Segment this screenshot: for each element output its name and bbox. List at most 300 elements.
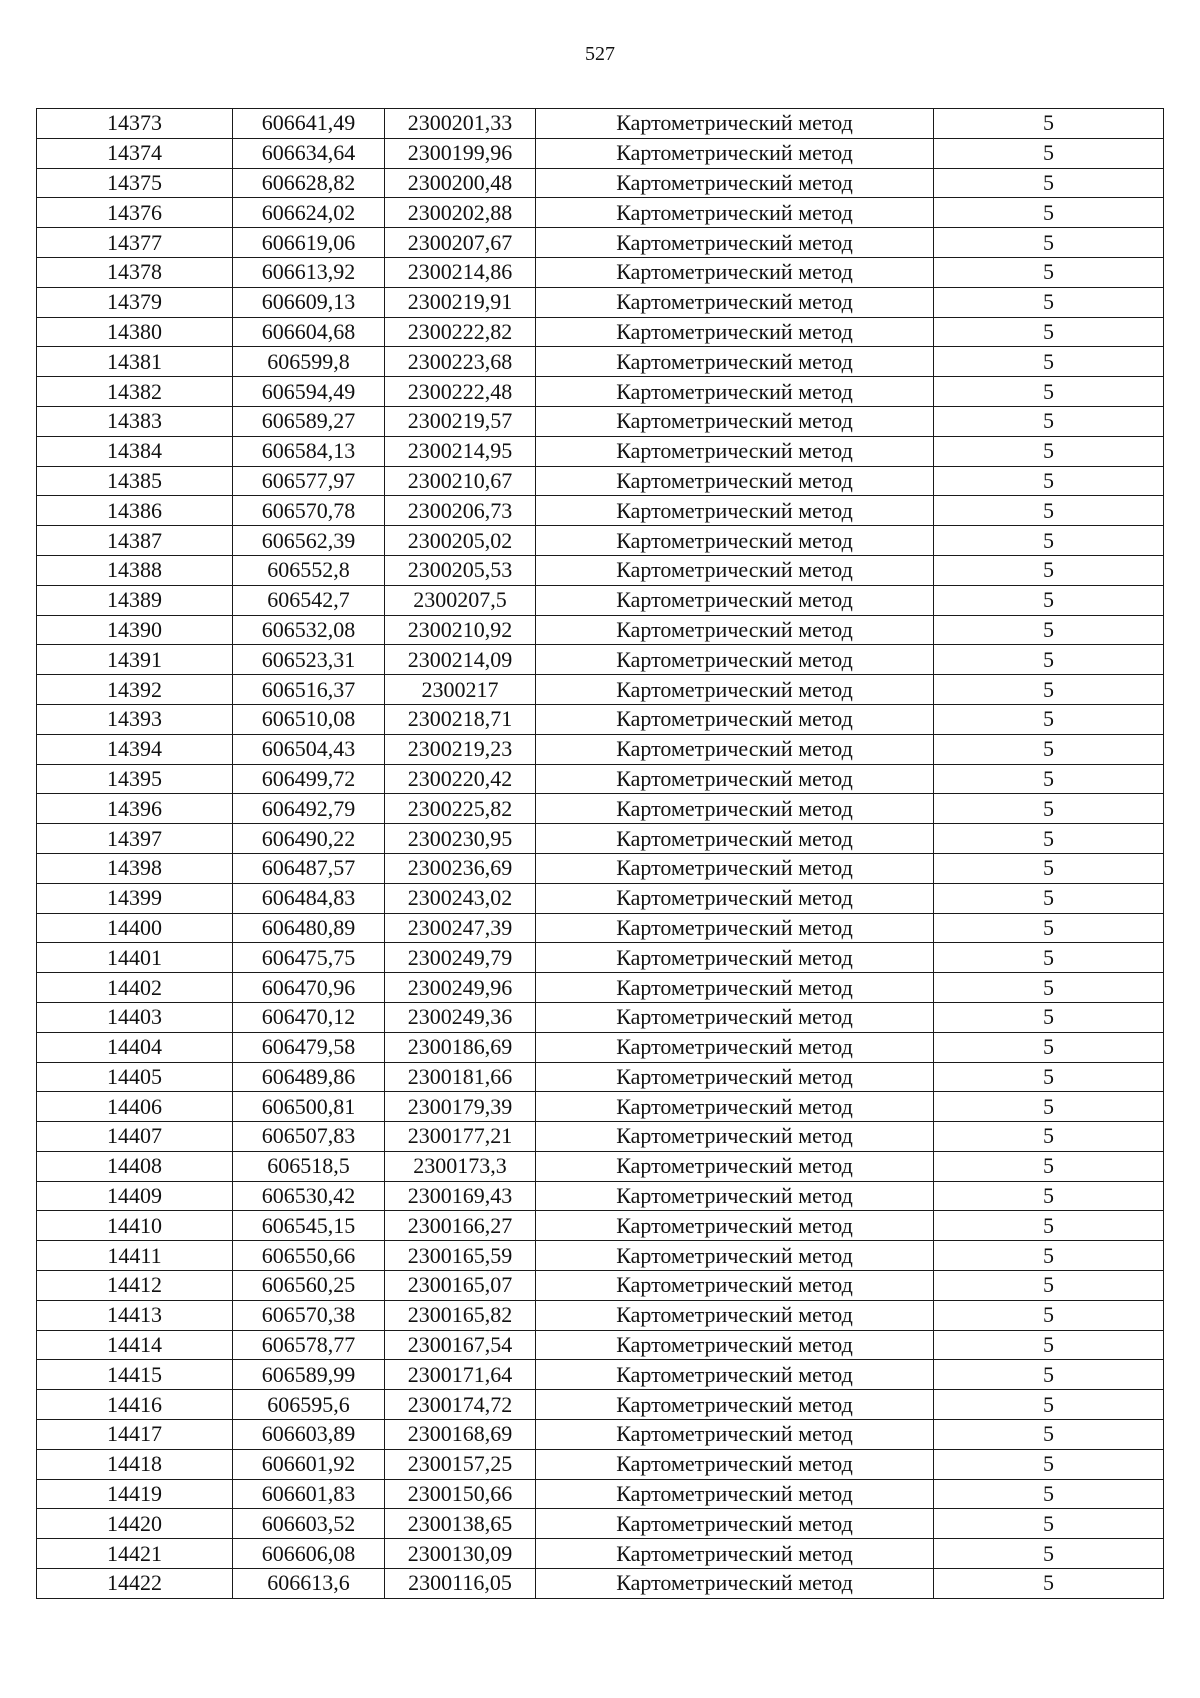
accuracy-cell: 5 [934,436,1164,466]
x-coordinate-cell: 606475,75 [233,943,385,973]
accuracy-cell: 5 [934,1360,1164,1390]
method-cell: Картометрический метод [536,466,934,496]
point-number-cell: 14380 [37,317,233,347]
point-number-cell: 14410 [37,1211,233,1241]
point-number-cell: 14384 [37,436,233,466]
accuracy-cell: 5 [934,1181,1164,1211]
table-row [37,317,1164,347]
table-row [37,585,1164,615]
x-coordinate-cell: 606518,5 [233,1151,385,1181]
accuracy-cell: 5 [934,794,1164,824]
accuracy-cell: 5 [934,645,1164,675]
point-number-cell: 14387 [37,526,233,556]
method-cell: Картометрический метод [536,317,934,347]
method-cell: Картометрический метод [536,257,934,287]
accuracy-cell: 5 [934,1449,1164,1479]
y-coordinate-cell: 2300214,95 [385,436,536,466]
point-number-cell: 14418 [37,1449,233,1479]
table-row [37,1509,1164,1539]
y-coordinate-cell: 2300205,02 [385,526,536,556]
x-coordinate-cell: 606487,57 [233,853,385,883]
table-row [37,1539,1164,1569]
accuracy-cell: 5 [934,1211,1164,1241]
accuracy-cell: 5 [934,1479,1164,1509]
method-cell: Картометрический метод [536,615,934,645]
method-cell: Картометрический метод [536,883,934,913]
table-row [37,377,1164,407]
method-cell: Картометрический метод [536,913,934,943]
point-number-cell: 14415 [37,1360,233,1390]
method-cell: Картометрический метод [536,1122,934,1152]
point-number-cell: 14390 [37,615,233,645]
x-coordinate-cell: 606530,42 [233,1181,385,1211]
y-coordinate-cell: 2300165,82 [385,1300,536,1330]
y-coordinate-cell: 2300219,23 [385,734,536,764]
point-number-cell: 14412 [37,1271,233,1301]
x-coordinate-cell: 606484,83 [233,883,385,913]
point-number-cell: 14422 [37,1569,233,1599]
point-number-cell: 14408 [37,1151,233,1181]
point-number-cell: 14393 [37,704,233,734]
x-coordinate-cell: 606489,86 [233,1062,385,1092]
method-cell: Картометрический метод [536,377,934,407]
accuracy-cell: 5 [934,1509,1164,1539]
y-coordinate-cell: 2300165,59 [385,1241,536,1271]
y-coordinate-cell: 2300207,67 [385,228,536,258]
table-row [37,1241,1164,1271]
y-coordinate-cell: 2300214,09 [385,645,536,675]
table-row [37,734,1164,764]
x-coordinate-cell: 606532,08 [233,615,385,645]
accuracy-cell: 5 [934,973,1164,1003]
table-row [37,466,1164,496]
x-coordinate-cell: 606628,82 [233,168,385,198]
y-coordinate-cell: 2300230,95 [385,824,536,854]
x-coordinate-cell: 606510,08 [233,704,385,734]
x-coordinate-cell: 606542,7 [233,585,385,615]
method-cell: Картометрический метод [536,1151,934,1181]
point-number-cell: 14388 [37,555,233,585]
method-cell: Картометрический метод [536,228,934,258]
table-row [37,1390,1164,1420]
y-coordinate-cell: 2300173,3 [385,1151,536,1181]
method-cell: Картометрический метод [536,973,934,1003]
y-coordinate-cell: 2300210,92 [385,615,536,645]
y-coordinate-cell: 2300199,96 [385,138,536,168]
method-cell: Картометрический метод [536,1509,934,1539]
accuracy-cell: 5 [934,198,1164,228]
table-row [37,168,1164,198]
x-coordinate-cell: 606492,79 [233,794,385,824]
x-coordinate-cell: 606570,78 [233,496,385,526]
y-coordinate-cell: 2300219,57 [385,406,536,436]
table-row [37,853,1164,883]
table-row [37,704,1164,734]
y-coordinate-cell: 2300166,27 [385,1211,536,1241]
point-number-cell: 14417 [37,1420,233,1450]
point-number-cell: 14395 [37,764,233,794]
table-row [37,287,1164,317]
x-coordinate-cell: 606507,83 [233,1122,385,1152]
table-row [37,913,1164,943]
y-coordinate-cell: 2300116,05 [385,1569,536,1599]
method-cell: Картометрический метод [536,734,934,764]
point-number-cell: 14373 [37,109,233,139]
point-number-cell: 14404 [37,1032,233,1062]
point-number-cell: 14378 [37,257,233,287]
accuracy-cell: 5 [934,555,1164,585]
x-coordinate-cell: 606570,38 [233,1300,385,1330]
y-coordinate-cell: 2300179,39 [385,1092,536,1122]
x-coordinate-cell: 606470,96 [233,973,385,1003]
accuracy-cell: 5 [934,1390,1164,1420]
method-cell: Картометрический метод [536,1062,934,1092]
x-coordinate-cell: 606584,13 [233,436,385,466]
point-number-cell: 14385 [37,466,233,496]
method-cell: Картометрический метод [536,645,934,675]
method-cell: Картометрический метод [536,1390,934,1420]
accuracy-cell: 5 [934,1151,1164,1181]
x-coordinate-cell: 606550,66 [233,1241,385,1271]
x-coordinate-cell: 606619,06 [233,228,385,258]
method-cell: Картометрический метод [536,853,934,883]
table-row [37,436,1164,466]
accuracy-cell: 5 [934,913,1164,943]
x-coordinate-cell: 606480,89 [233,913,385,943]
y-coordinate-cell: 2300219,91 [385,287,536,317]
point-number-cell: 14407 [37,1122,233,1152]
y-coordinate-cell: 2300222,48 [385,377,536,407]
point-number-cell: 14386 [37,496,233,526]
table-row [37,1122,1164,1152]
accuracy-cell: 5 [934,1300,1164,1330]
method-cell: Картометрический метод [536,585,934,615]
table-row [37,1151,1164,1181]
x-coordinate-cell: 606599,8 [233,347,385,377]
method-cell: Картометрический метод [536,436,934,466]
point-number-cell: 14421 [37,1539,233,1569]
accuracy-cell: 5 [934,496,1164,526]
method-cell: Картометрический метод [536,704,934,734]
method-cell: Картометрический метод [536,794,934,824]
x-coordinate-cell: 606606,08 [233,1539,385,1569]
y-coordinate-cell: 2300201,33 [385,109,536,139]
table-row [37,198,1164,228]
y-coordinate-cell: 2300168,69 [385,1420,536,1450]
page-number: 527 [585,43,615,65]
method-cell: Картометрический метод [536,1420,934,1450]
y-coordinate-cell: 2300157,25 [385,1449,536,1479]
point-number-cell: 14382 [37,377,233,407]
x-coordinate-cell: 606552,8 [233,555,385,585]
y-coordinate-cell: 2300167,54 [385,1330,536,1360]
point-number-cell: 14406 [37,1092,233,1122]
accuracy-cell: 5 [934,764,1164,794]
y-coordinate-cell: 2300207,5 [385,585,536,615]
table-row [37,138,1164,168]
method-cell: Картометрический метод [536,198,934,228]
x-coordinate-cell: 606604,68 [233,317,385,347]
accuracy-cell: 5 [934,317,1164,347]
x-coordinate-cell: 606603,89 [233,1420,385,1450]
table-row [37,645,1164,675]
y-coordinate-cell: 2300249,79 [385,943,536,973]
y-coordinate-cell: 2300150,66 [385,1479,536,1509]
table-row [37,883,1164,913]
accuracy-cell: 5 [934,1092,1164,1122]
method-cell: Картометрический метод [536,1479,934,1509]
accuracy-cell: 5 [934,824,1164,854]
y-coordinate-cell: 2300171,64 [385,1360,536,1390]
accuracy-cell: 5 [934,943,1164,973]
method-cell: Картометрический метод [536,1300,934,1330]
method-cell: Картометрический метод [536,1539,934,1569]
point-number-cell: 14396 [37,794,233,824]
accuracy-cell: 5 [934,1539,1164,1569]
x-coordinate-cell: 606613,6 [233,1569,385,1599]
accuracy-cell: 5 [934,406,1164,436]
x-coordinate-cell: 606545,15 [233,1211,385,1241]
accuracy-cell: 5 [934,675,1164,705]
table-row [37,228,1164,258]
point-number-cell: 14420 [37,1509,233,1539]
table-row [37,1569,1164,1599]
accuracy-cell: 5 [934,853,1164,883]
table-row [37,675,1164,705]
x-coordinate-cell: 606624,02 [233,198,385,228]
accuracy-cell: 5 [934,1062,1164,1092]
point-number-cell: 14398 [37,853,233,883]
method-cell: Картометрический метод [536,1569,934,1599]
table-row [37,406,1164,436]
y-coordinate-cell: 2300220,42 [385,764,536,794]
method-cell: Картометрический метод [536,1330,934,1360]
method-cell: Картометрический метод [536,287,934,317]
point-number-cell: 14413 [37,1300,233,1330]
method-cell: Картометрический метод [536,675,934,705]
method-cell: Картометрический метод [536,824,934,854]
x-coordinate-cell: 606500,81 [233,1092,385,1122]
point-number-cell: 14379 [37,287,233,317]
table-row [37,1032,1164,1062]
accuracy-cell: 5 [934,1032,1164,1062]
point-number-cell: 14381 [37,347,233,377]
point-number-cell: 14416 [37,1390,233,1420]
accuracy-cell: 5 [934,466,1164,496]
method-cell: Картометрический метод [536,1241,934,1271]
method-cell: Картометрический метод [536,1360,934,1390]
x-coordinate-cell: 606589,27 [233,406,385,436]
point-number-cell: 14405 [37,1062,233,1092]
method-cell: Картометрический метод [536,943,934,973]
table-row [37,615,1164,645]
method-cell: Картометрический метод [536,347,934,377]
accuracy-cell: 5 [934,377,1164,407]
x-coordinate-cell: 606523,31 [233,645,385,675]
accuracy-cell: 5 [934,883,1164,913]
table-row [37,1271,1164,1301]
accuracy-cell: 5 [934,1002,1164,1032]
point-number-cell: 14414 [37,1330,233,1360]
x-coordinate-cell: 606504,43 [233,734,385,764]
x-coordinate-cell: 606470,12 [233,1002,385,1032]
accuracy-cell: 5 [934,1241,1164,1271]
method-cell: Картометрический метод [536,1449,934,1479]
table-row [37,1300,1164,1330]
y-coordinate-cell: 2300225,82 [385,794,536,824]
y-coordinate-cell: 2300249,96 [385,973,536,1003]
method-cell: Картометрический метод [536,1181,934,1211]
accuracy-cell: 5 [934,138,1164,168]
x-coordinate-cell: 606595,6 [233,1390,385,1420]
x-coordinate-cell: 606594,49 [233,377,385,407]
table-row [37,973,1164,1003]
accuracy-cell: 5 [934,615,1164,645]
y-coordinate-cell: 2300138,65 [385,1509,536,1539]
table-row [37,1360,1164,1390]
table-row [37,1092,1164,1122]
point-number-cell: 14403 [37,1002,233,1032]
x-coordinate-cell: 606589,99 [233,1360,385,1390]
y-coordinate-cell: 2300206,73 [385,496,536,526]
method-cell: Картометрический метод [536,764,934,794]
accuracy-cell: 5 [934,1569,1164,1599]
accuracy-cell: 5 [934,1122,1164,1152]
accuracy-cell: 5 [934,109,1164,139]
y-coordinate-cell: 2300202,88 [385,198,536,228]
table-row [37,943,1164,973]
table-row [37,1062,1164,1092]
table-row [37,1479,1164,1509]
y-coordinate-cell: 2300214,86 [385,257,536,287]
x-coordinate-cell: 606613,92 [233,257,385,287]
point-number-cell: 14377 [37,228,233,258]
table-row [37,496,1164,526]
method-cell: Картометрический метод [536,168,934,198]
table-row [37,109,1164,139]
method-cell: Картометрический метод [536,526,934,556]
y-coordinate-cell: 2300186,69 [385,1032,536,1062]
table-row [37,764,1164,794]
x-coordinate-cell: 606601,83 [233,1479,385,1509]
x-coordinate-cell: 606601,92 [233,1449,385,1479]
x-coordinate-cell: 606577,97 [233,466,385,496]
x-coordinate-cell: 606499,72 [233,764,385,794]
x-coordinate-cell: 606641,49 [233,109,385,139]
point-number-cell: 14409 [37,1181,233,1211]
table-row [37,1330,1164,1360]
coordinates-table [36,108,1164,1599]
table-row [37,794,1164,824]
y-coordinate-cell: 2300200,48 [385,168,536,198]
accuracy-cell: 5 [934,1271,1164,1301]
point-number-cell: 14402 [37,973,233,1003]
y-coordinate-cell: 2300205,53 [385,555,536,585]
x-coordinate-cell: 606560,25 [233,1271,385,1301]
x-coordinate-cell: 606609,13 [233,287,385,317]
x-coordinate-cell: 606603,52 [233,1509,385,1539]
method-cell: Картометрический метод [536,555,934,585]
table-row [37,555,1164,585]
accuracy-cell: 5 [934,704,1164,734]
x-coordinate-cell: 606490,22 [233,824,385,854]
accuracy-cell: 5 [934,347,1164,377]
point-number-cell: 14397 [37,824,233,854]
accuracy-cell: 5 [934,734,1164,764]
method-cell: Картометрический метод [536,1032,934,1062]
point-number-cell: 14401 [37,943,233,973]
table-row [37,824,1164,854]
x-coordinate-cell: 606634,64 [233,138,385,168]
y-coordinate-cell: 2300130,09 [385,1539,536,1569]
method-cell: Картометрический метод [536,1271,934,1301]
table-row [37,1211,1164,1241]
point-number-cell: 14400 [37,913,233,943]
y-coordinate-cell: 2300243,02 [385,883,536,913]
x-coordinate-cell: 606562,39 [233,526,385,556]
table-row [37,347,1164,377]
point-number-cell: 14399 [37,883,233,913]
method-cell: Картометрический метод [536,138,934,168]
x-coordinate-cell: 606516,37 [233,675,385,705]
method-cell: Картометрический метод [536,109,934,139]
point-number-cell: 14389 [37,585,233,615]
accuracy-cell: 5 [934,287,1164,317]
point-number-cell: 14383 [37,406,233,436]
point-number-cell: 14376 [37,198,233,228]
point-number-cell: 14375 [37,168,233,198]
y-coordinate-cell: 2300217 [385,675,536,705]
method-cell: Картометрический метод [536,1092,934,1122]
accuracy-cell: 5 [934,257,1164,287]
y-coordinate-cell: 2300165,07 [385,1271,536,1301]
method-cell: Картометрический метод [536,406,934,436]
accuracy-cell: 5 [934,585,1164,615]
y-coordinate-cell: 2300169,43 [385,1181,536,1211]
method-cell: Картометрический метод [536,1211,934,1241]
y-coordinate-cell: 2300174,72 [385,1390,536,1420]
coordinates-table-body [37,109,1164,1599]
table-row [37,1449,1164,1479]
y-coordinate-cell: 2300247,39 [385,913,536,943]
method-cell: Картометрический метод [536,1002,934,1032]
table-row [37,1181,1164,1211]
point-number-cell: 14411 [37,1241,233,1271]
accuracy-cell: 5 [934,168,1164,198]
point-number-cell: 14374 [37,138,233,168]
y-coordinate-cell: 2300218,71 [385,704,536,734]
accuracy-cell: 5 [934,1420,1164,1450]
accuracy-cell: 5 [934,526,1164,556]
x-coordinate-cell: 606479,58 [233,1032,385,1062]
method-cell: Картометрический метод [536,496,934,526]
y-coordinate-cell: 2300236,69 [385,853,536,883]
table-row [37,1420,1164,1450]
point-number-cell: 14419 [37,1479,233,1509]
y-coordinate-cell: 2300177,21 [385,1122,536,1152]
table-row [37,257,1164,287]
y-coordinate-cell: 2300249,36 [385,1002,536,1032]
y-coordinate-cell: 2300210,67 [385,466,536,496]
point-number-cell: 14391 [37,645,233,675]
y-coordinate-cell: 2300222,82 [385,317,536,347]
y-coordinate-cell: 2300223,68 [385,347,536,377]
accuracy-cell: 5 [934,1330,1164,1360]
x-coordinate-cell: 606578,77 [233,1330,385,1360]
accuracy-cell: 5 [934,228,1164,258]
y-coordinate-cell: 2300181,66 [385,1062,536,1092]
table-row [37,1002,1164,1032]
